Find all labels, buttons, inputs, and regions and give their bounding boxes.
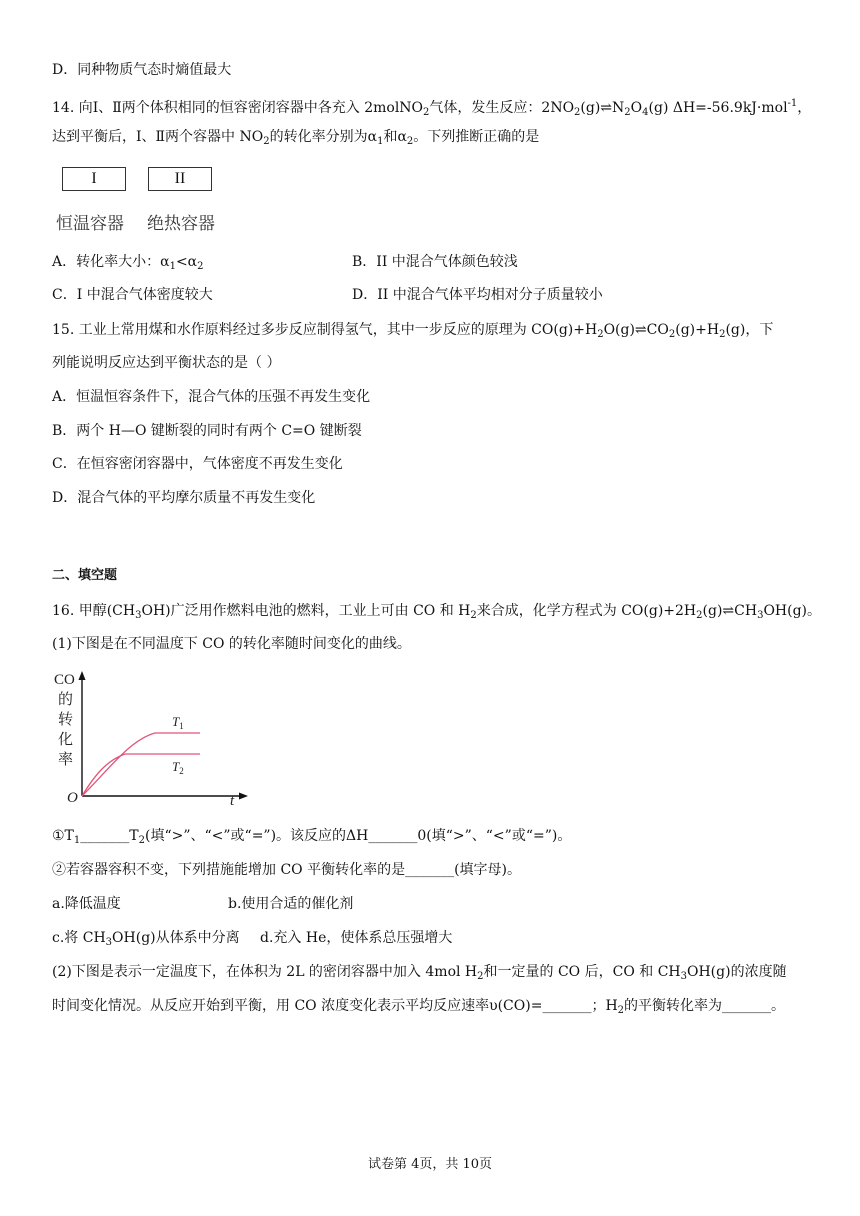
container-2-box: II [148, 167, 212, 191]
container-1-label: 恒温容器 [56, 214, 124, 234]
q16-part2-line1: (2)下图是表示一定温度下，在体积为 2L 的密闭容器中加入 4mol $H_2$和一定量的 CO 后，CO 和 $CH_3OH(g)$的浓度随 [52, 964, 787, 982]
q14-option-b: B．II 中混合气体颜色较浅 [352, 254, 518, 270]
curve-t1 [82, 733, 200, 796]
svg-text:化: 化 [58, 732, 74, 748]
q15-stem-line1: 15. 工业上常用煤和水作原料经过多步反应制得氢气，其中一步反应的原理为 $CO(g)+H_2O(g)\rightleftharpoons CO_2(g)+H_2(g)$，下 [52, 322, 774, 340]
q15-stem-line2: 列能说明反应达到平衡状态的是（ ） [52, 355, 281, 371]
q16-option-c: c.将 $CH_3OH(g)$从体系中分离 [52, 930, 240, 948]
q16-sub2: ②若容器容积不变，下列措施能增加 CO 平衡转化率的是_______(填字母)。 [52, 862, 522, 878]
q14-stem-line1: 14. 向Ⅰ、Ⅱ两个体积相同的恒容密闭容器中各充入 2molNO$_2$气体，发生反应：$2NO_2(g)\rightleftharpoons N_2O_4(g)$ ΔH=-56.9kJ·mol$^{-1}$， [52, 98, 812, 118]
curve-t2-label: $T_2$ [172, 759, 184, 776]
q16-sub1: $①T_1\_\_\_\_\_\_\_T_2$(填“>”、“<”或“=”)。该反应的ΔH_______0(填“>”、“<”或“=”)。 [52, 828, 572, 846]
svg-text:率: 率 [58, 752, 74, 768]
x-axis-label: t [230, 793, 235, 809]
q14-option-a: A．转化率大小：$\alpha_1<\alpha_2$ [52, 254, 204, 272]
y-axis-label [54, 672, 75, 768]
q16-part1: (1)下图是在不同温度下 CO 的转化率随时间变化的曲线。 [52, 636, 411, 652]
q15-option-a: A．恒温恒容条件下，混合气体的压强不再发生变化 [52, 389, 371, 405]
q15-option-c: C．在恒容密闭容器中，气体密度不再发生变化 [52, 456, 343, 472]
q15-option-b: B．两个 H—O 键断裂的同时有两个 C=O 键断裂 [52, 423, 362, 439]
q16-stem-line1: 16. 甲醇$(CH_3OH)$广泛用作燃料电池的燃料，工业上可由 CO 和 $H_2$来合成，化学方程式为 $CO(g)+2H_2(g)\rightleftharpoons CH_3OH(g)$。 [52, 603, 822, 621]
q14-option-d: D．II 中混合气体平均相对分子质量较小 [352, 287, 603, 303]
container-2-label: 绝热容器 [147, 214, 215, 234]
q14-option-c: C．I 中混合气体密度较大 [52, 287, 213, 303]
q13-option-d: D．同种物质气态时熵值最大 [52, 62, 232, 78]
curve-t1-label: $T_1$ [172, 714, 184, 731]
x-axis-arrow-icon [239, 793, 248, 800]
q16-option-a: a.降低温度 [52, 896, 121, 912]
q16-option-b: b.使用合适的催化剂 [228, 896, 354, 912]
q16-part2-line2: 时间变化情况。从反应开始到平衡，用 CO 浓度变化表示平均反应速率υ(CO)=_______；$H_2$的平衡转化率为_______。 [52, 998, 786, 1016]
svg-text:CO: CO [54, 672, 75, 688]
q14-stem-line2: 达到平衡后，Ⅰ、Ⅱ两个容器中 $NO_2$的转化率分别为$\alpha_1$和$\alpha_2$。下列推断正确的是 [52, 129, 540, 147]
y-axis-arrow-icon [79, 671, 86, 680]
page-footer: 试卷第 4页，共 10页 [367, 1157, 493, 1172]
q16-option-d: d.充入 He，使体系总压强增大 [260, 930, 453, 946]
q15-option-d: D．混合气体的平均摩尔质量不再发生变化 [52, 490, 316, 506]
co-conversion-graph [50, 668, 260, 813]
svg-text:的: 的 [58, 692, 74, 708]
origin-label: O [67, 790, 78, 806]
svg-text:转: 转 [58, 712, 74, 728]
section-heading: 二、填空题 [52, 568, 118, 583]
container-1-box: I [62, 167, 126, 191]
